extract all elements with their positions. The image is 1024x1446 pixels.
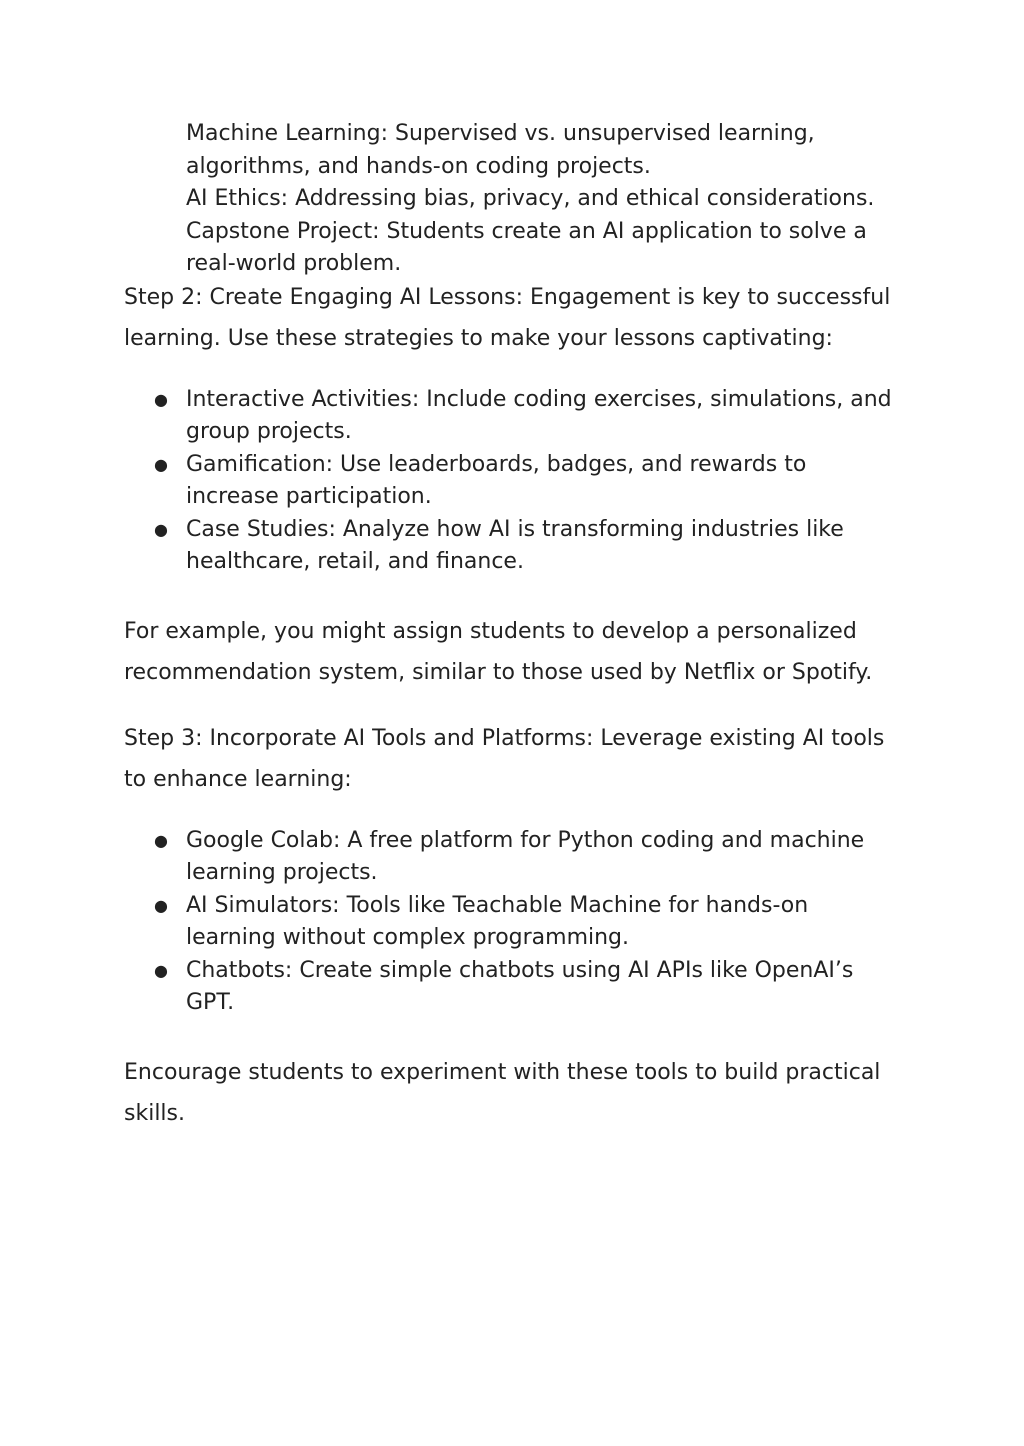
step2-paragraph: Step 2: Create Engaging AI Lessons: Engagement is key to successful learning. Use these strategies to make your lessons captivating:: [124, 284, 891, 351]
bullet-icon: ●: [154, 895, 168, 915]
document-page: [124, 118, 904, 1134]
example-paragraph: For example, you might assign students to develop a personalized recommendation system, similar to those used by Netflix or Spotify.: [124, 618, 873, 685]
list-item-text: Case Studies: Analyze how AI is transforming industries like healthcare, retail, and finance.: [186, 516, 844, 574]
list-item-text: Gamification: Use leaderboards, badges, and rewards to increase participation.: [186, 451, 807, 509]
list-item: [124, 955, 904, 1020]
bullet-icon: ●: [154, 519, 168, 539]
list-item-text: AI Simulators: Tools like Teachable Machine for hands-on learning without complex programming.: [186, 892, 809, 950]
list-item: Capstone Project: Students create an AI application to solve a real-world problem.: [186, 218, 867, 276]
continued-topic-list: [124, 118, 904, 281]
step3-bullet-list: [124, 825, 904, 1020]
list-item: AI Ethics: Addressing bias, privacy, and ethical considerations.: [186, 186, 875, 211]
list-item: [124, 384, 904, 449]
list-item-text: Interactive Activities: Include coding exercises, simulations, and group projects.: [186, 386, 892, 444]
list-item-text: Chatbots: Create simple chatbots using AI APIs like OpenAI’s GPT.: [186, 957, 854, 1015]
list-item: [124, 825, 904, 890]
list-item: [124, 449, 904, 514]
list-item: Machine Learning: Supervised vs. unsupervised learning, algorithms, and hands-on coding projects.: [186, 121, 815, 179]
step2-bullet-list: [124, 384, 904, 579]
list-item: [124, 514, 904, 579]
bullet-icon: ●: [154, 454, 168, 474]
bullet-icon: ●: [154, 960, 168, 980]
list-item: [124, 890, 904, 955]
list-item-text: Google Colab: A free platform for Python coding and machine learning projects.: [186, 827, 865, 885]
bullet-icon: ●: [154, 830, 168, 850]
step3-paragraph: Step 3: Incorporate AI Tools and Platforms: Leverage existing AI tools to enhance learning:: [124, 725, 885, 792]
closing-paragraph: Encourage students to experiment with these tools to build practical skills.: [124, 1059, 881, 1126]
bullet-icon: ●: [154, 389, 168, 409]
